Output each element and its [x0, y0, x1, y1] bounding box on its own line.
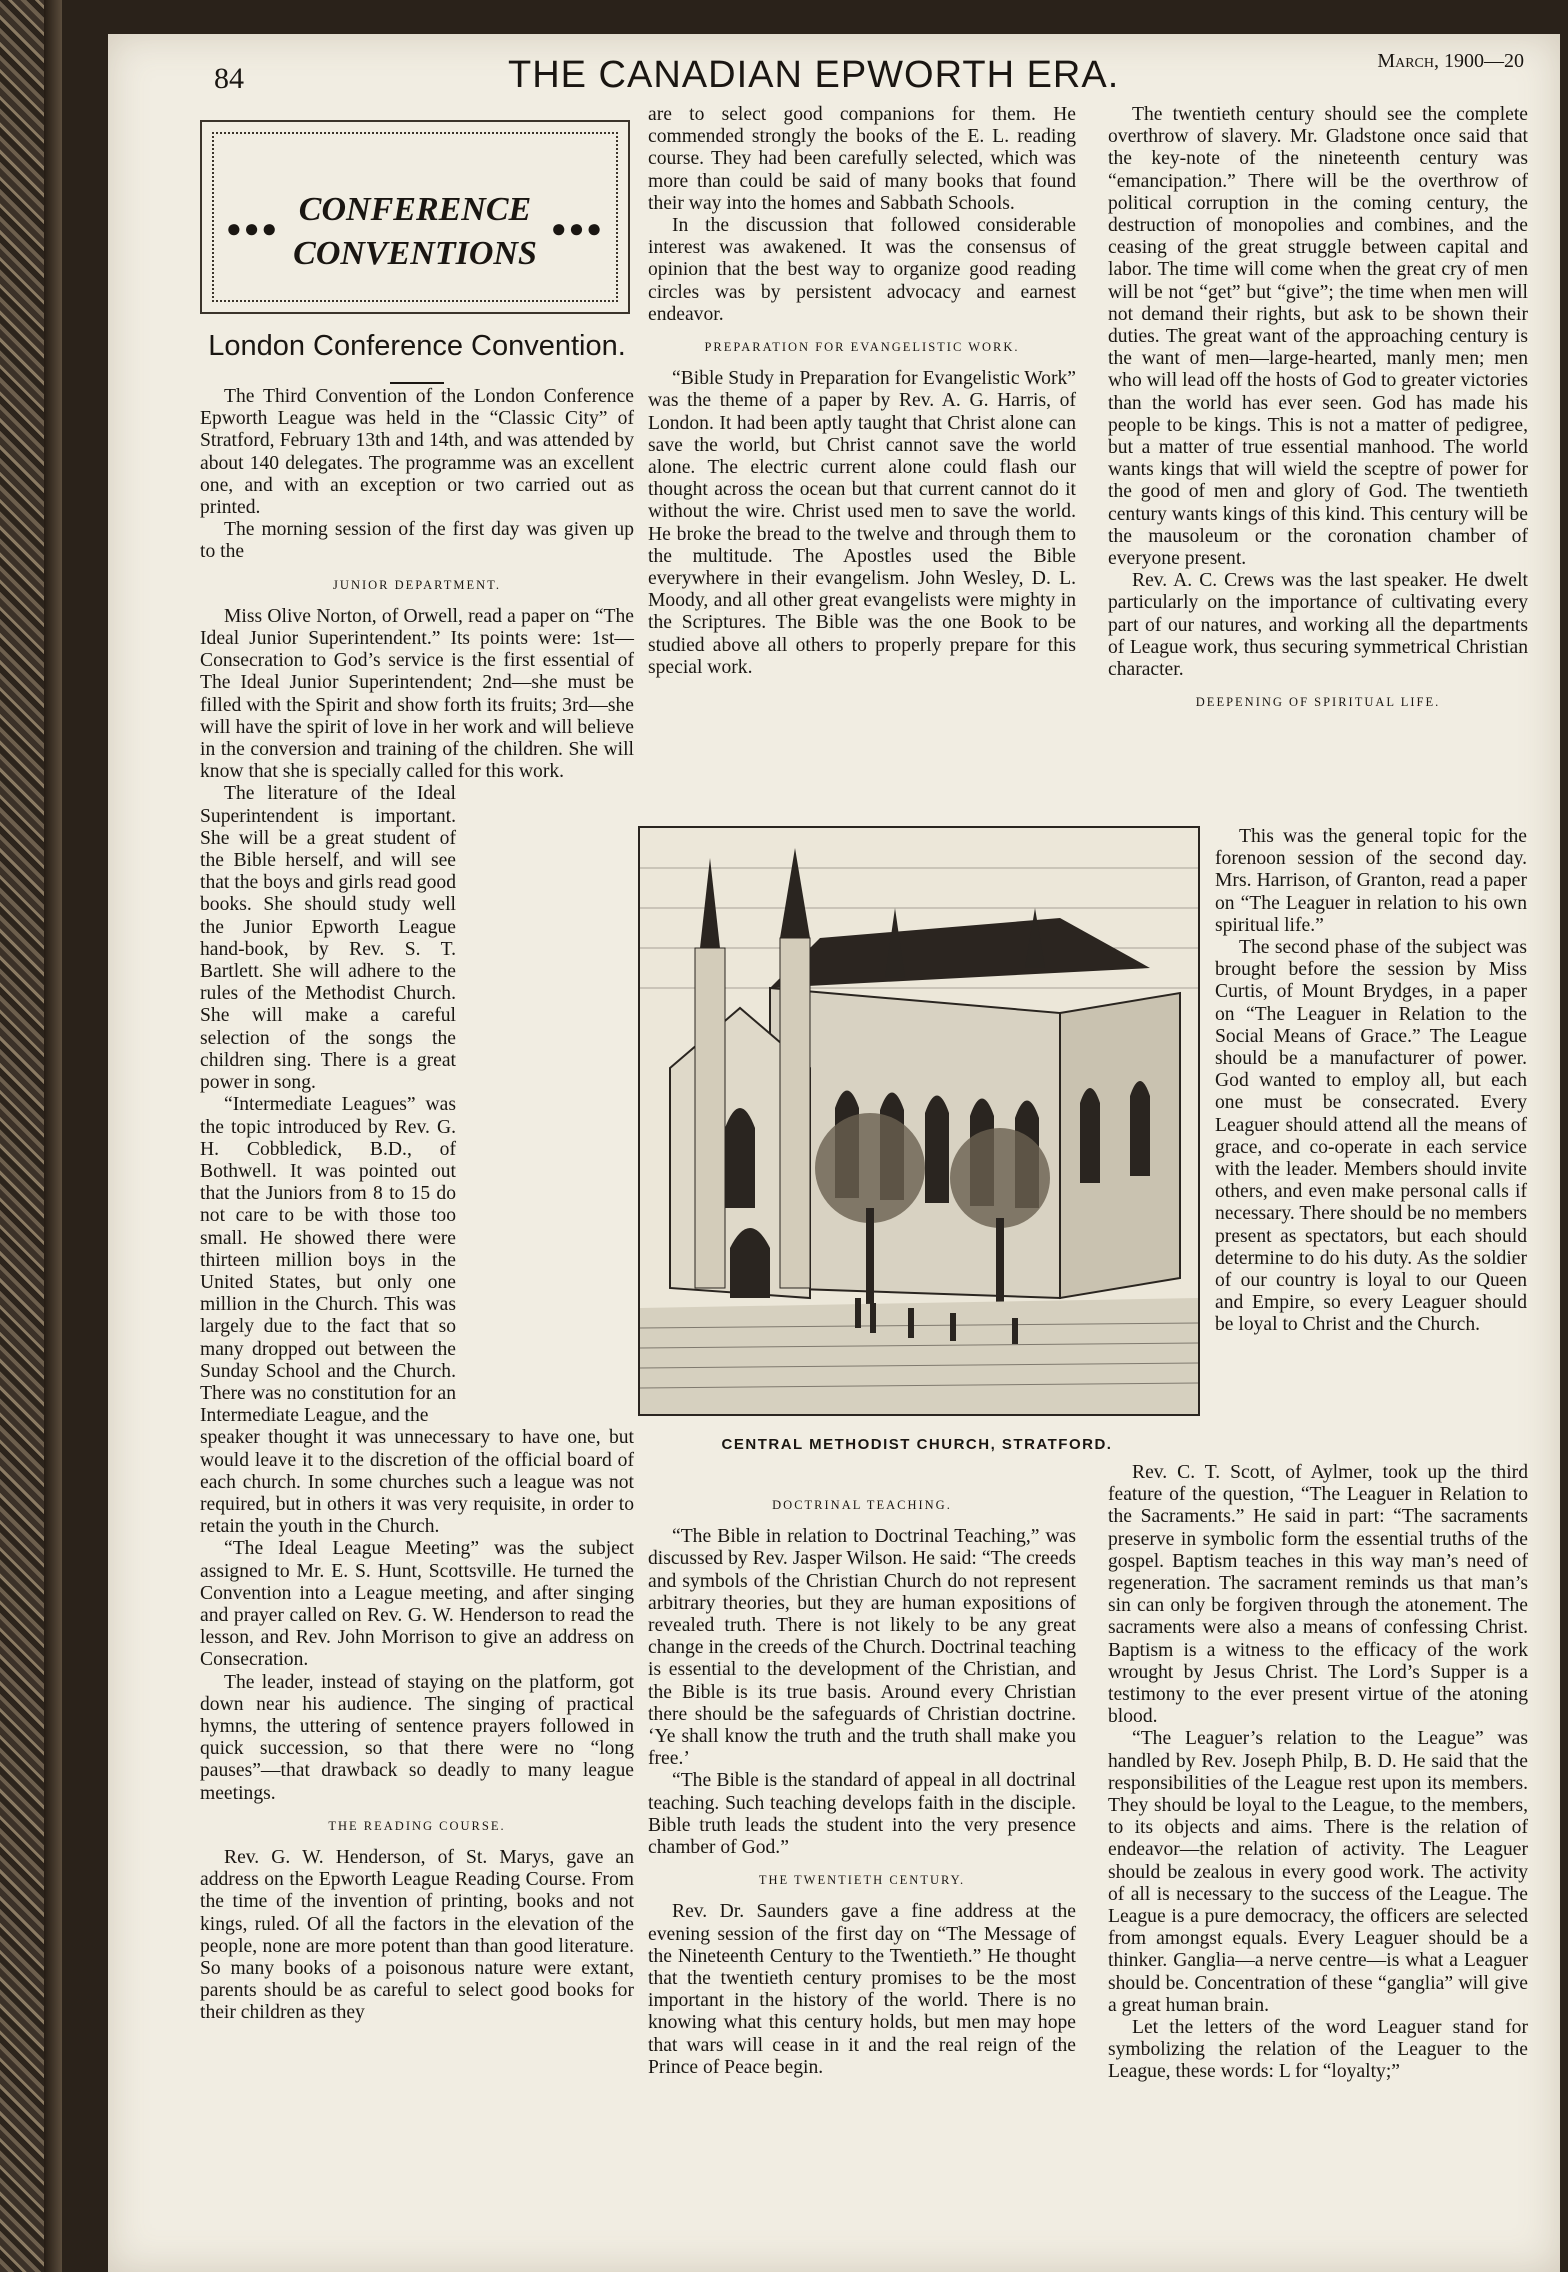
- paragraph: “The Leaguer’s relation to the League” was handled by Rev. Joseph Philp, B. D. He said that the responsibilities of the League rest upon its members. They should be loyal to the League, to the members, to its objects and aims. There is the relation of endeavor—the relation of activity. The Leaguer should be zealous in every good work. The activity of all is necessary to the success of the League. The League is a pure democracy, the officers are selected from amongst equals. Every Leaguer should be a thinker. Ganglia—a nerve centre—is what a Leaguer should be. Concentration of these “ganglia” will give a great human brain.: [1108, 1728, 1528, 2016]
- conference-logo: [200, 120, 630, 314]
- article-title: London Conference Convention.: [208, 330, 626, 362]
- logo-text: [290, 188, 540, 276]
- issue-date: March, 1900—20: [1377, 50, 1524, 72]
- church-illustration: [638, 826, 1200, 1416]
- section-heading-junior: JUNIOR DEPARTMENT.: [333, 577, 501, 592]
- paragraph: This was the general topic for the forenoon session of the second day. Mrs. Harrison, of Granton, read a paper on “The Leaguer in relation to his own spiritual life.”: [1215, 826, 1527, 936]
- paragraph: “The Ideal League Meeting” was the subject assigned to Mr. E. S. Hunt, Scottsville. He turned the Convention into a League meeting, and after singing and prayer called on Rev. G. W. Henderson to read the lesson, and Rev. John Morrison to give an address on Consecration.: [200, 1538, 634, 1671]
- section-heading-preparation: PREPARATION FOR EVANGELISTIC WORK.: [704, 340, 1020, 355]
- paragraph: “Intermediate Leagues” was the topic introduced by Rev. G. H. Cobbledick, B.D., of Bothwell. It was pointed out that the Juniors from 8 to 15 do not care to be with those too small. He showed there were thirteen million boys in the United States, but only one million in the Church. This was largely due to the fact that so many dropped out between the Sunday School and the Church. There was no constitution for an Intermediate League, and the: [200, 1094, 456, 1427]
- paragraph: Rev. Dr. Saunders gave a fine address at the evening session of the first day on “The Message of the Nineteenth Century to the Twentieth.” He thought that the twentieth century promises to be the most important in the history of the world. There is no knowing what this century holds, but men may hope that wars will cease in it and the real reign of the Prince of Peace begin.: [648, 1901, 1076, 2078]
- column-3-lower: [1108, 1462, 1528, 2084]
- book-binding: [0, 0, 62, 2272]
- paragraph: The morning session of the first day was given up to the: [200, 519, 634, 563]
- column-3-narrow: [1215, 826, 1527, 1337]
- paragraph: Miss Olive Norton, of Orwell, read a paper on “The Ideal Junior Superintendent.” Its points were: 1st—Consecration to God’s service is the first essential of The Ideal Junior Superintendent; 2nd—she must be filled with the Spirit and show forth its fruits; 3rd—she will have the spirit of love in her work and will believe in the conversion and training of the children. She will know that she is specially called for this work.: [200, 605, 634, 783]
- paragraph: speaker thought it was unnecessary to have one, but would leave it to the discretion of the official board of each church. In some churches such a league was not required, but in others it was very requisite, in order to retain the youth in the Church.: [200, 1427, 634, 1538]
- paragraph: The leader, instead of staying on the platform, got down near his audience. The singing of practical hymns, the uttering of sentence prayers followed in quick succession, so that there were no “long pauses”—that drawback so deadly to many league meetings.: [200, 1671, 634, 1804]
- paragraph: “The Bible is the standard of appeal in all doctrinal teaching. Such teaching develops faith in the disciple. Bible truth leads the student into the very presence chamber of God.”: [648, 1770, 1076, 1859]
- illustration-caption: CENTRAL METHODIST CHURCH, STRATFORD.: [721, 1436, 1113, 1453]
- paragraph: “The Bible in relation to Doctrinal Teaching,” was discussed by Rev. Jasper Wilson. He said: “The creeds and symbols of the Christian Church do not represent arbitrary theories, but they are human expositions of revealed truth. There is not likely to be any great change in the creeds of the Church. Doctrinal teaching is essential to the development of the Christian, and the Bible is its true basis. Around every Christian there should be the safeguards of Christian doctrine. ‘Ye shall know the truth and the truth shall make you free.’: [648, 1526, 1076, 1770]
- paragraph: Rev. G. W. Henderson, of St. Marys, gave an address on the Epworth League Reading Course. From the time of the invention of printing, books and not kings, ruled. Of all the factors in the elevation of the people, none are more potent than than good literature. So many books of a poisonous nature were extant, parents should be as careful to select good books for their children as they: [200, 1847, 634, 2024]
- logo-line2: CONVENTIONS: [293, 235, 537, 272]
- paragraph: “Bible Study in Preparation for Evangelistic Work” was the theme of a paper by Rev. A. G. Harris, of London. It had been aptly taught that Christ alone can save the world, but Christ cannot save the world alone. The electric current alone could flash our thought across the ocean but that current cannot do it without the wire. Christ used men to save the world. He broke the bread to the twelve and through them to the multitude. The Apostles used the Bible everywhere in their evangelism. John Wesley, D. L. Moody, and all other great evangelists were mighty in the Scriptures. The Bible was the one Book to be studied above all others to properly prepare for this special work.: [648, 368, 1076, 678]
- section-heading-deepening: DEEPENING OF SPIRITUAL LIFE.: [1195, 695, 1441, 710]
- section-heading-twentieth: THE TWENTIETH CENTURY.: [758, 1873, 966, 1888]
- church-engraving: [640, 828, 1198, 1414]
- logo-ornament-right: ●●●: [550, 214, 604, 243]
- paragraph: Rev. C. T. Scott, of Aylmer, took up the third feature of the question, “The Leaguer in Relation to the Sacraments.” He said in part: “The sacraments preserve in symbolic form the essential truths of the gospel. Baptism teaches in this way man’s need of regeneration. The sacrament reminds us that man’s sin can only be forgiven through the atonement. The sacraments were also a means of confessing Christ. Baptism is a witness to the efficacy of the work wrought by Jesus Christ. The Lord’s Supper is a testimony to the ever present virtue of the atoning blood.: [1108, 1462, 1528, 1728]
- logo-ornament-left: ●●●: [226, 214, 280, 243]
- title-rule: [390, 382, 444, 384]
- column-2: [648, 104, 1076, 679]
- paragraph: In the discussion that followed considerable interest was awakened. It was the consensus of opinion that the best way to organize good reading circles was by persistent advocacy and earnest endeavor.: [648, 215, 1076, 325]
- column-3: [1108, 104, 1528, 723]
- page-number: 84: [214, 62, 244, 95]
- column-1: [200, 386, 634, 2025]
- paragraph: The second phase of the subject was brought before the session by Miss Curtis, of Mount Brydges, in a paper on “The Leaguer in Relation to the Social Means of Grace.” The League should be a manufacturer of power. God wanted to employ all, but each one must be consecrated. Every Leaguer should attend all the means of grace, and co-operate in each service with the leader. Members should invite others, and even make personal calls if necessary. There should be no members present as spectators, but each should determine to do his duty. As the soldier of our country is loyal to our Queen and Empire, so every Leaguer should be loyal to Christ and the Church.: [1215, 937, 1527, 1336]
- paragraph: are to select good companions for them. He commended strongly the books of the E. L. reading course. They had been carefully selected, which was more than could be said of many books that found their way into the homes and Sabbath Schools.: [648, 104, 1076, 214]
- column-2-lower: [648, 1484, 1076, 2079]
- paragraph: Let the letters of the word Leaguer stand for symbolizing the relation of the Leaguer to the League, these words: L for “loyalty;”: [1108, 2017, 1528, 2083]
- page: [108, 34, 1560, 2272]
- section-heading-doctrinal: DOCTRINAL TEACHING.: [772, 1498, 952, 1512]
- narrow-block: [200, 783, 456, 1427]
- paragraph: The twentieth century should see the complete overthrow of slavery. Mr. Gladstone once said that the key-note of the nineteenth century was “emancipation.” There will be the overthrow of political corruption in the coming century, the destruction of monopolies and combines, and the ceasing of the great struggle between capital and labor. The time will come when the great cry of men will be not “get” but “give”; the time when men will not demand their rights, but ask to be shown their duties. The great want of the approaching century is the want of men—large-hearted, manly men; men who will lead off the hosts of God to greater victories than the world has ever seen. God has made his people to be kings. This is not a matter of pedigree, but a matter of true essential manhood. The world wants kings that will wield the sceptre of power for the good of men and glory of God. The twentieth century wants kings of this kind. This century will be the mausoleum or the coronation chamber of everyone present.: [1108, 104, 1528, 570]
- paragraph: Rev. A. C. Crews was the last speaker. He dwelt particularly on the importance of cultivating every part of our natures, and working all the departments of League work, thus securing symmetrical Christian character.: [1108, 570, 1528, 681]
- paragraph: The Third Convention of the London Conference Epworth League was held in the “Classic City” of Stratford, February 13th and 14th, and was attended by about 140 delegates. The programme was an excellent one, and with an exception or two carried out as printed.: [200, 386, 634, 519]
- masthead-title: THE CANADIAN EPWORTH ERA.: [508, 54, 1120, 96]
- section-heading-reading: THE READING COURSE.: [328, 1818, 506, 1833]
- paragraph: The literature of the Ideal Superintendent is important. She will be a great student of the Bible herself, and will see that the boys and girls read good books. She should study well the Junior Epworth League hand-book, by Rev. S. T. Bartlett. She will adhere to the rules of the Methodist Church. She will make a careful selection of the songs the children sing. There is a great power in song.: [200, 783, 456, 1094]
- logo-line1: CONFERENCE: [298, 191, 532, 228]
